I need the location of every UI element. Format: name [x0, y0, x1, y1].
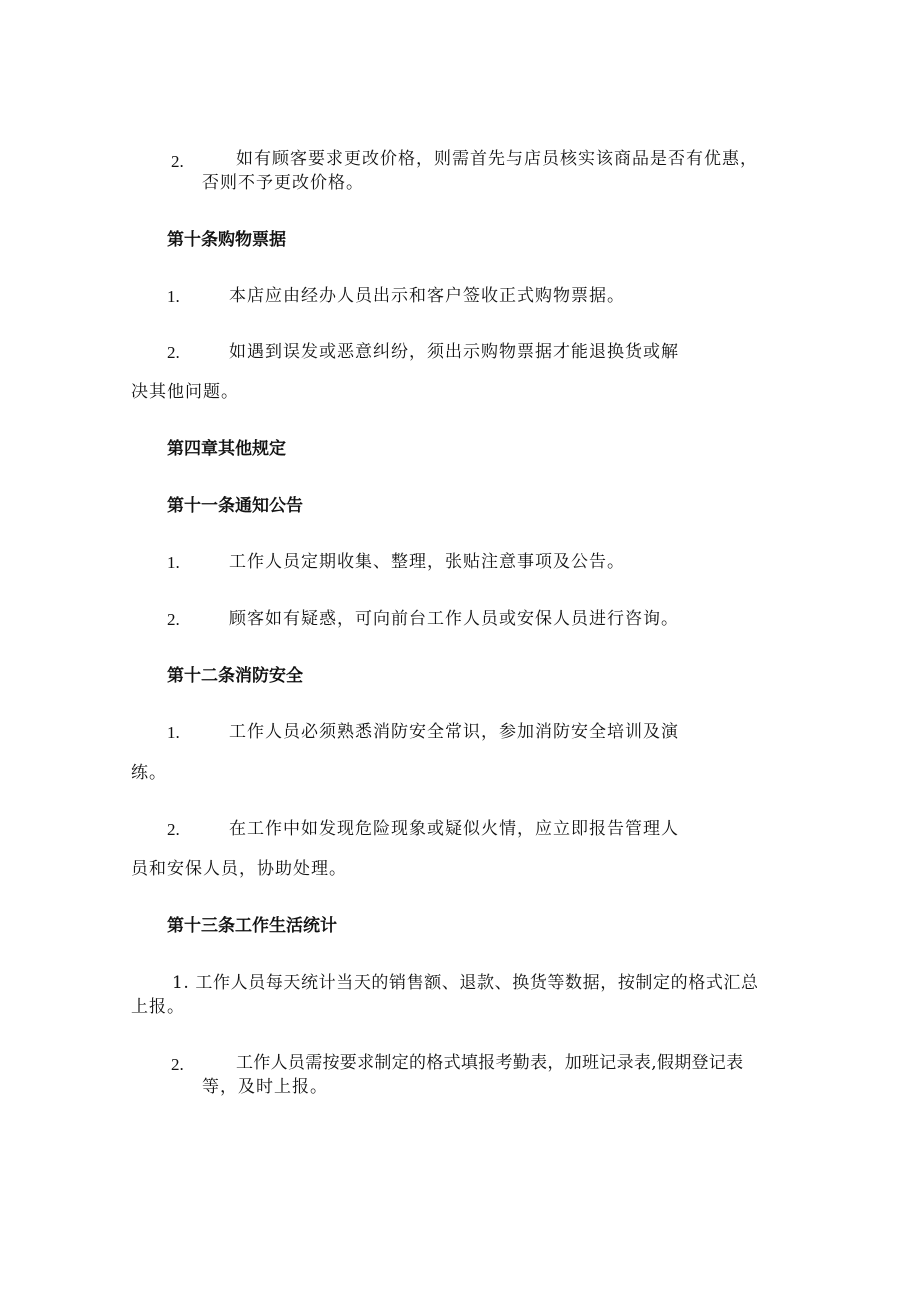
list-item-text: 工作人员定期收集、整理，张贴注意事项及公告。	[229, 552, 625, 572]
list-item-text: 1. 工作人员每天统计当天的销售额、退款、换货等数据，按制定的格式汇总	[172, 973, 759, 993]
list-item-text: 如遇到误发或恶意纠纷，须出示购物票据才能退换货或解	[229, 342, 679, 362]
article-13-heading: 第十三条工作生活统计	[167, 916, 337, 936]
list-item-text-continued: 等，及时上报。	[202, 1077, 328, 1097]
list-number: 2.	[167, 610, 180, 629]
list-item-text: 顾客如有疑惑，可向前台工作人员或安保人员进行咨询。	[229, 609, 679, 629]
article-10-heading: 第十条购物票据	[167, 230, 286, 250]
list-number: 2.	[171, 152, 184, 171]
list-item-text: 如有顾客要求更改价格，则需首先与店员核实该商品是否有优惠，	[236, 149, 758, 169]
article-11-heading: 第十一条通知公告	[167, 496, 303, 516]
list-number: 1.	[167, 553, 180, 572]
list-item-text: 工作人员必须熟悉消防安全常识，参加消防安全培训及演	[229, 722, 679, 742]
list-item-text-continued: 否则不予更改价格。	[202, 173, 364, 193]
list-item-text: 工作人员需按要求制定的格式填报考勤表，加班记录表,假期登记表	[236, 1053, 744, 1073]
list-item-text: 本店应由经办人员出示和客户签收正式购物票据。	[229, 286, 625, 306]
list-number: 1.	[167, 723, 180, 742]
list-item-text-continued: 上报。	[131, 997, 185, 1017]
list-number: 2.	[167, 820, 180, 839]
list-number: 1.	[167, 287, 180, 306]
list-item-text-continued: 练。	[131, 763, 167, 783]
list-item-text: 在工作中如发现危险现象或疑似火情，应立即报告管理人	[229, 819, 679, 839]
list-number: 2.	[167, 343, 180, 362]
list-item-text-continued: 决其他问题。	[131, 382, 239, 402]
chapter-4-heading: 第四章其他规定	[167, 439, 286, 459]
article-12-heading: 第十二条消防安全	[167, 666, 303, 686]
list-number: 2.	[171, 1055, 184, 1074]
list-item-text-continued: 员和安保人员，协助处理。	[131, 859, 347, 879]
